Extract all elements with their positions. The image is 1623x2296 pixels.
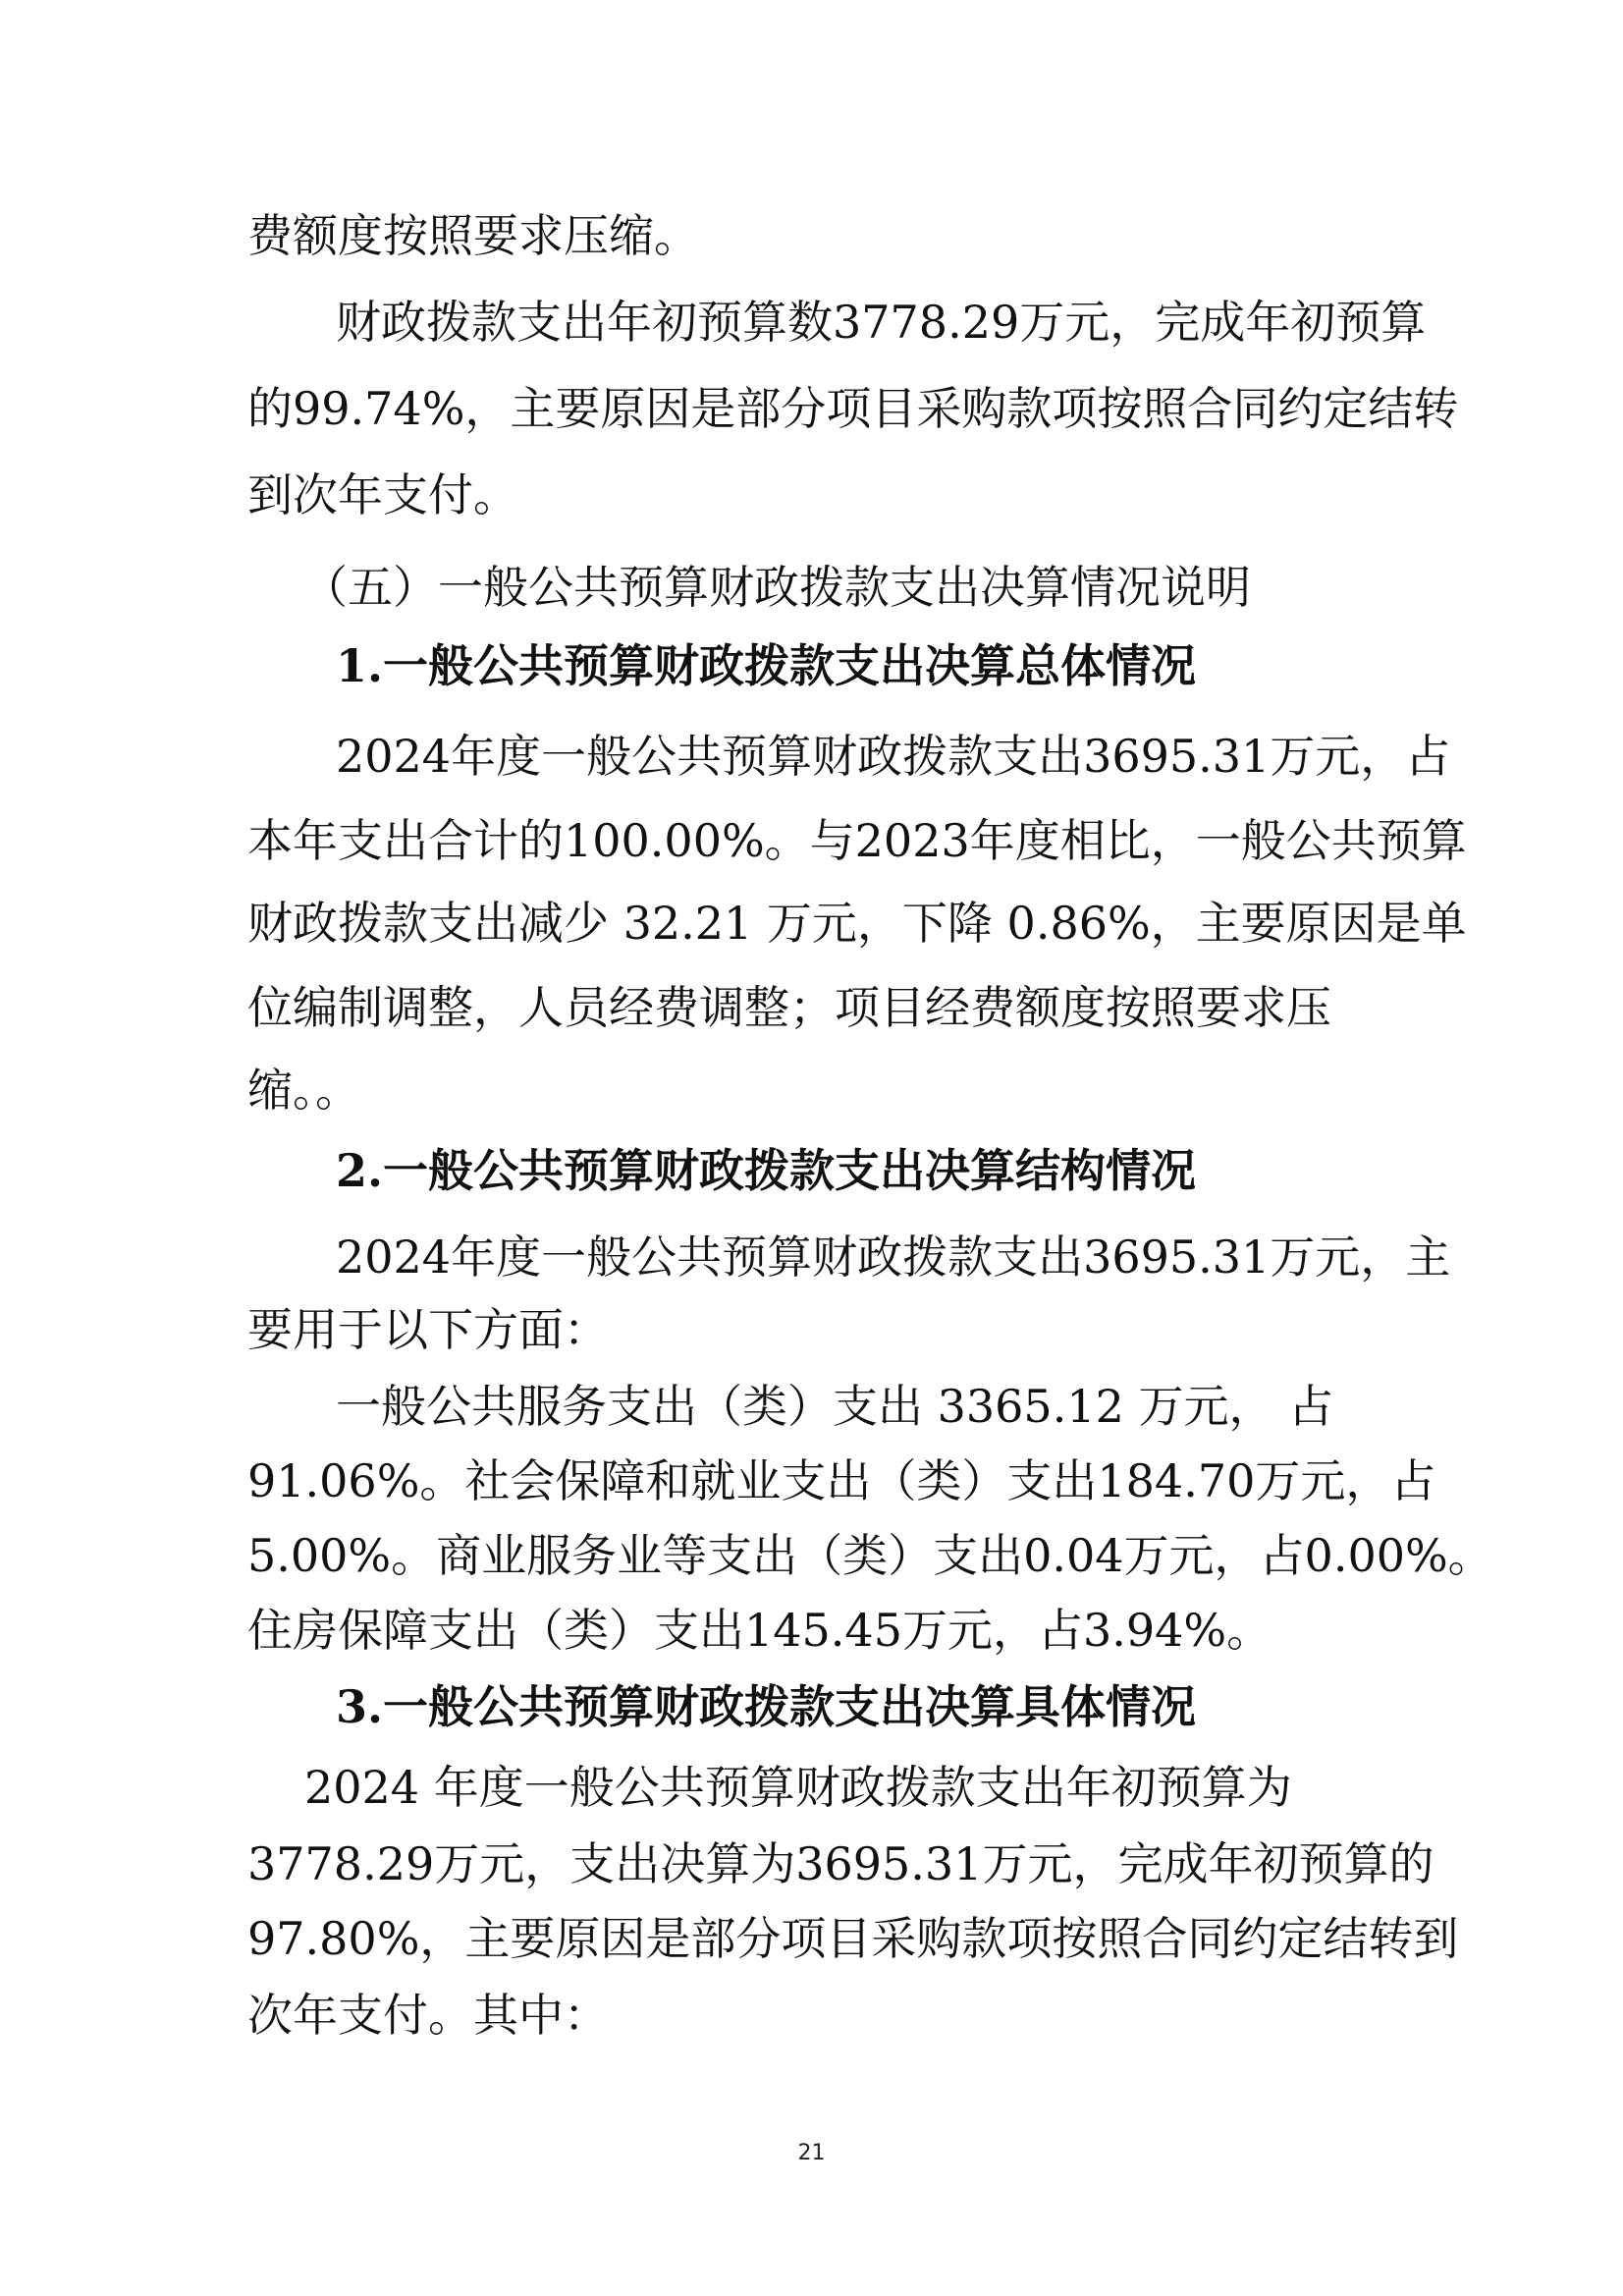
paragraph-line: 缩。。 xyxy=(247,1064,360,1117)
subsection-heading: 2.一般公共预算财政拨款支出决算结构情况 xyxy=(336,1144,1197,1197)
paragraph-line: 5.00%。商业服务业等支出（类）支出0.04万元，占0.00%。 xyxy=(247,1529,1493,1582)
subsection-heading: 3.一般公共预算财政拨款支出决算具体情况 xyxy=(336,1680,1197,1733)
paragraph-line: 的99.74%，主要原因是部分项目采购款项按照合同约定结转 xyxy=(247,382,1459,435)
paragraph-line: 3778.29万元，支出决算为3695.31万元，完成年初预算的 xyxy=(247,1837,1434,1890)
paragraph-line: 财政拨款支出减少 32.21 万元，下降 0.86%，主要原因是单 xyxy=(247,897,1467,950)
paragraph-line: 97.80%，主要原因是部分项目采购款项按照合同约定结转到 xyxy=(247,1912,1459,1965)
section-heading: （五）一般公共预算财政拨款支出决算情况说明 xyxy=(302,561,1251,614)
paragraph-line: 本年支出合计的100.00%。与2023年度相比，一般公共预算 xyxy=(247,814,1467,867)
paragraph-line: 2024年度一般公共预算财政拨款支出3695.31万元，主 xyxy=(336,1230,1451,1284)
paragraph-line: 住房保障支出（类）支出145.45万元，占3.94%。 xyxy=(247,1604,1272,1657)
subsection-heading: 1.一般公共预算财政拨款支出决算总体情况 xyxy=(336,639,1197,692)
paragraph-line: 到次年支付。 xyxy=(247,468,518,521)
paragraph-line: 2024年度一般公共预算财政拨款支出3695.31万元，占 xyxy=(336,730,1451,783)
paragraph-line: 财政拨款支出年初预算数3778.29万元，完成年初预算 xyxy=(336,296,1427,349)
paragraph-line: 次年支付。其中： xyxy=(247,1989,609,2042)
paragraph-line: 费额度按照要求压缩。 xyxy=(247,209,699,262)
paragraph-line: 位编制调整，人员经费调整；项目经费额度按照要求压 xyxy=(247,981,1331,1034)
paragraph-line: 要用于以下方面： xyxy=(247,1303,609,1356)
paragraph-line: 一般公共服务支出（类）支出 3365.12 万元， 占 xyxy=(336,1380,1334,1433)
page-number: 21 xyxy=(797,2141,826,2165)
paragraph-line: 91.06%。社会保障和就业支出（类）支出184.70万元，占 xyxy=(247,1454,1436,1507)
paragraph-line: 2024 年度一般公共预算财政拨款支出年初预算为 xyxy=(304,1761,1292,1814)
